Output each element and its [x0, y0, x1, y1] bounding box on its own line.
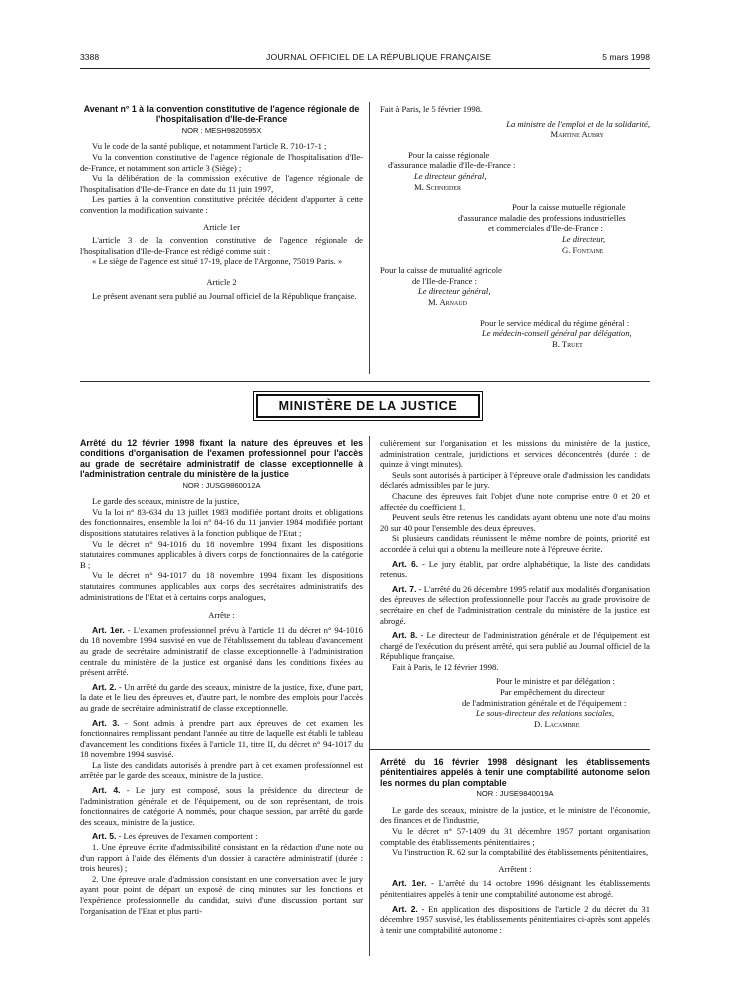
- arrete1-signatures: [380, 676, 650, 729]
- arrete2-decision-word: Arrêtent :: [498, 863, 532, 874]
- article-label: Art. 2.: [92, 681, 117, 692]
- article-label: Art. 5.: [92, 831, 117, 842]
- article: [80, 874, 363, 916]
- signature-line: La ministre de l'emploi et de la solidarité,: [506, 118, 650, 129]
- article-label: Art. 8.: [392, 630, 418, 641]
- article-label: Art. 1er.: [92, 624, 125, 635]
- arrete1-nor: NOR : JUSG9860012A: [182, 480, 261, 490]
- article-label: Art. 6.: [392, 558, 419, 569]
- signature-line: Le directeur,: [562, 233, 606, 244]
- signature-line: d'assurance maladie des professions industrielles: [458, 212, 626, 223]
- signature-name: D. Lacambre: [534, 718, 580, 729]
- avenant-para: Vu la délibération de la commission exécutive de l'agence régionale de l'hospitalisation d'Ile-de-France en date du 11 juin 1997,: [80, 173, 363, 194]
- page-header: [80, 52, 650, 64]
- article: [80, 625, 363, 678]
- article-text: - Sont admis à prendre part aux épreuves de cet examen les fonctionnaires remplissant pendant l'année au titre de laquelle est établi le tableau d'avancement les conditions fixées à l'article 11, titre II, du décret n° 94-1017 du 18 novembre 1994 susvisé.: [80, 717, 363, 760]
- signature-line: Le sous-directeur des relations sociales,: [476, 708, 615, 719]
- article: [380, 878, 650, 899]
- signature-name: M. Arnaud: [428, 296, 468, 307]
- signature-line: Pour la caisse régionale: [408, 149, 490, 160]
- avenant-para: « Le siège de l'agence est situé 17-19, place de l'Argonne, 75019 Paris. »: [92, 256, 343, 267]
- signature-line: Le directeur général,: [418, 286, 491, 297]
- signature-name: B. Truet: [552, 338, 583, 349]
- signature-line: Pour la caisse mutuelle régionale: [512, 202, 626, 213]
- article-label: Art. 2.: [392, 903, 418, 914]
- journal-title: JOURNAL OFFICIEL DE LA RÉPUBLIQUE FRANÇAISE: [266, 52, 492, 62]
- article-text: - Les épreuves de l'examen comportent :: [116, 831, 258, 842]
- avenant-nor: NOR : MESH9820595X: [181, 125, 262, 135]
- arrete2-section: [380, 757, 650, 935]
- arrete2-para: Vu l'instruction R. 62 sur la comptabilité des établissements pénitentiaires,: [392, 847, 649, 858]
- avenant-para: L'article 3 de la convention constitutive de l'agence régionale de l'hospitalisation d'Ile-de-France est rédigé comme suit :: [80, 235, 363, 256]
- article: [380, 662, 650, 673]
- article: [380, 512, 650, 533]
- avenant-section: [80, 104, 363, 301]
- article-text: - L'arrêté du 26 décembre 1995 relatif aux modalités d'organisation des épreuves de sélection professionnelle pour l'accès au grade provisoire de secrétaire en chef de l'administration centrale du ministère de la justice est abrogé.: [380, 583, 650, 626]
- article-text: Chacune des épreuves fait l'objet d'une note comprise entre 0 et 20 et affectée du coefficient 1.: [380, 490, 650, 512]
- article-label: Art. 1er.: [392, 878, 427, 889]
- signature-line: d'assurance maladie d'Ile-de-France :: [388, 160, 516, 171]
- signature-line: Le médecin-conseil général par délégation,: [482, 328, 632, 339]
- article-separator: [370, 749, 650, 750]
- signature-line: et commerciales d'Ile-de-France :: [488, 223, 603, 234]
- arrete1-para: Vu le décret n° 94-1016 du 18 novembre 1994 fixant les dispositions statutaires communes applicables à divers corps de fonctionnaires de la catégorie B ;: [80, 538, 363, 570]
- article: [80, 842, 363, 874]
- article-label: Art. 4.: [92, 785, 121, 796]
- article: [80, 682, 363, 714]
- article-text: Si plusieurs candidats réunissent le même nombre de points, priorité est accordée à celui qui a obtenu la meilleure note à l'épreuve écrite.: [380, 533, 650, 554]
- article-text: - Le jury établit, par ordre alphabétique, la liste des candidats retenus.: [380, 558, 650, 580]
- article: [80, 760, 363, 781]
- article: [80, 718, 363, 760]
- arrete2-title: Arrêté du 16 février 1998 désignant les établissements pénitentiaires appelés à tenir une comptabilité autonome selon les normes du plan comptable: [380, 757, 650, 788]
- avenant-para: Vu la convention constitutive de l'agence régionale de l'hospitalisation d'Ile-de-France, et notamment son article 3 (Siège) ;: [80, 152, 363, 173]
- signature-name: G. Fontaine: [562, 244, 604, 255]
- arrete1-para: Vu le décret n° 94-1017 du 18 novembre 1994 fixant les dispositions statutaires communes applicables aux corps des secrétaires administratifs des administrations de l'Etat et à certains corps analogues,: [80, 570, 363, 602]
- article: [80, 785, 363, 827]
- arrete1-decision-word: Arrête :: [208, 610, 235, 621]
- article-text: - Le jury est composé, sous la présidence du directeur de l'administration générale et de l'équipement, ou de son représentant, de trois fonctionnaires de catégorie A nommés, pour chaque session, par arrêté du garde des sceaux, ministre de la justice.: [80, 785, 363, 827]
- issue-date: 5 mars 1998: [602, 52, 650, 62]
- article: [380, 584, 650, 626]
- signature-line: Pour le ministre et par délégation :: [496, 676, 615, 687]
- article: [380, 533, 650, 554]
- article: [380, 630, 650, 662]
- signature-line: de l'administration générale et de l'équipement :: [462, 697, 627, 708]
- article-label: Art. 7.: [392, 583, 417, 594]
- avenant-article-2-heading: Article 2: [206, 276, 237, 287]
- avenant-para: Vu le code de la santé publique, et notamment l'article R. 710-17-1 ;: [92, 141, 327, 152]
- article-text: culièrement sur l'organisation et les missions du ministère de la justice, administration centrale, juridictions et services déconcentrés (durée : de quinze à vingt minutes).: [380, 438, 650, 470]
- article-text: Peuvent seuls être retenus les candidats ayant obtenu une note d'au moins 20 sur 40 pour l'ensemble des deux épreuves.: [380, 512, 650, 533]
- arrete2-nor: NOR : JUSE9840019A: [476, 789, 554, 799]
- article-text: Seuls sont autorisés à participer à l'épreuve orale d'admission les candidats déclarés admissibles par le jury.: [380, 469, 650, 491]
- page-number: 3388: [80, 52, 100, 62]
- signature-name: M. Schneider: [414, 181, 462, 192]
- ministry-heading: MINISTÈRE DE LA JUSTICE: [256, 394, 480, 418]
- avenant-signatures: [380, 104, 650, 349]
- section-rule: [80, 381, 650, 382]
- signature-line: Pour le service médical du régime général :: [480, 317, 630, 328]
- article-text: - Le directeur de l'administration générale et de l'équipement est chargé de l'exécution du présent arrêté, qui sera publié au Journal officiel de la République française.: [380, 630, 650, 662]
- arrete1-section: [80, 438, 363, 916]
- article: [380, 491, 650, 512]
- article-text: 1. Une épreuve écrite d'admissibilité consistant en la rédaction d'une note ou d'un rapport à l'aide des éléments d'un dossier à caractère administratif (durée : trois heures) ;: [80, 842, 363, 874]
- article-text: La liste des candidats autorisés à prendre part à cet examen professionnel est arrêtée par le garde des sceaux, ministre de la justice.: [80, 759, 363, 781]
- avenant-para: Les parties à la convention constitutive précitée décident d'apporter à cette convention la modification suivante :: [80, 194, 363, 215]
- article-label: Art. 3.: [92, 717, 120, 728]
- article-text: - En application des dispositions de l'article 2 du décret du 31 décembre 1957 susvisé, les établissements pénitentiaires ci-après sont appelés à tenir une comptabilité autonome :: [380, 903, 650, 935]
- column-divider-bottom: [369, 436, 370, 956]
- article: [380, 470, 650, 491]
- arrete2-para: Vu le décret n° 57-1409 du 31 décembre 1957 portant organisation comptable des établissements pénitentiaires ;: [380, 826, 650, 847]
- article: [380, 438, 650, 470]
- arrete2-para: Le garde des sceaux, ministre de la justice, et le ministre de l'économie, des finances et de l'industrie,: [380, 804, 650, 826]
- arrete1-continuation: [380, 438, 650, 729]
- article-text: - Un arrêté du garde des sceaux, ministre de la justice, fixe, d'une part, la date et le lieu des épreuves et, d'autre part, le nombre des emplois pour l'accès au grade de secrétaire administratif de classe exceptionnelle.: [80, 681, 363, 713]
- article: [380, 904, 650, 936]
- signature-line: de l'Ile-de-France :: [412, 275, 478, 286]
- header-rule: [80, 68, 650, 69]
- arrete1-para: Vu la loi n° 83-634 du 13 juillet 1983 modifiée portant droits et obligations des fonctionnaires, ensemble la loi n° 84-16 du 11 janvier 1984 modifiée portant dispositions statutaires relatives à la fonction publique de l'Etat ;: [80, 506, 363, 538]
- article-text: 2. Une épreuve orale d'admission consistant en une conversation avec le jury ayant pour point de départ un exposé de cinq minutes sur les fonctions et l'expérience professionnelle du candidat, suivi d'une discussion portant sur l'organisation de l'Etat et plus parti-: [80, 873, 363, 916]
- article: [380, 559, 650, 580]
- article-text: Fait à Paris, le 12 février 1998.: [392, 661, 499, 672]
- avenant-para: Le présent avenant sera publié au Journal officiel de la République française.: [92, 290, 357, 301]
- arrete1-title: Arrêté du 12 février 1998 fixant la nature des épreuves et les conditions d'organisation de l'examen professionnel pour l'accès au grade de secrétaire administratif de classe exceptionnelle à l'administration centrale du ministère de la justice: [80, 438, 363, 480]
- signature-line: Le directeur général,: [414, 170, 487, 181]
- column-divider-top: [369, 102, 370, 374]
- article: [80, 831, 363, 842]
- avenant-title: Avenant n° 1 à la convention constitutive de l'agence régionale de l'hospitalisation d'Ile-de-France: [83, 104, 360, 125]
- arrete1-para: Le garde des sceaux, ministre de la justice,: [92, 496, 240, 507]
- signature-line: Pour la caisse de mutualité agricole: [380, 265, 502, 276]
- signature-line: Par empêchement du directeur: [500, 687, 605, 698]
- article-text: - L'arrêté du 14 octobre 1996 désignant les établissements pénitentiaires appelés à tenir une comptabilité autonome est abrogé.: [380, 878, 650, 899]
- signature-line: Fait à Paris, le 5 février 1998.: [380, 104, 483, 114]
- article-text: - L'examen professionnel prévu à l'article 11 du décret n° 94-1016 du 18 novembre 1994 susvisé en vue de l'établissement du tableau d'avancement au grade de secrétaire administratif de classe exceptionnelle à l'administration centrale du ministère de la justice est organisé dans les conditions fixées au présent arrêté.: [80, 624, 363, 678]
- signature-name: Martine Aubry: [550, 129, 604, 140]
- avenant-article-1-heading: Article 1er: [203, 221, 240, 232]
